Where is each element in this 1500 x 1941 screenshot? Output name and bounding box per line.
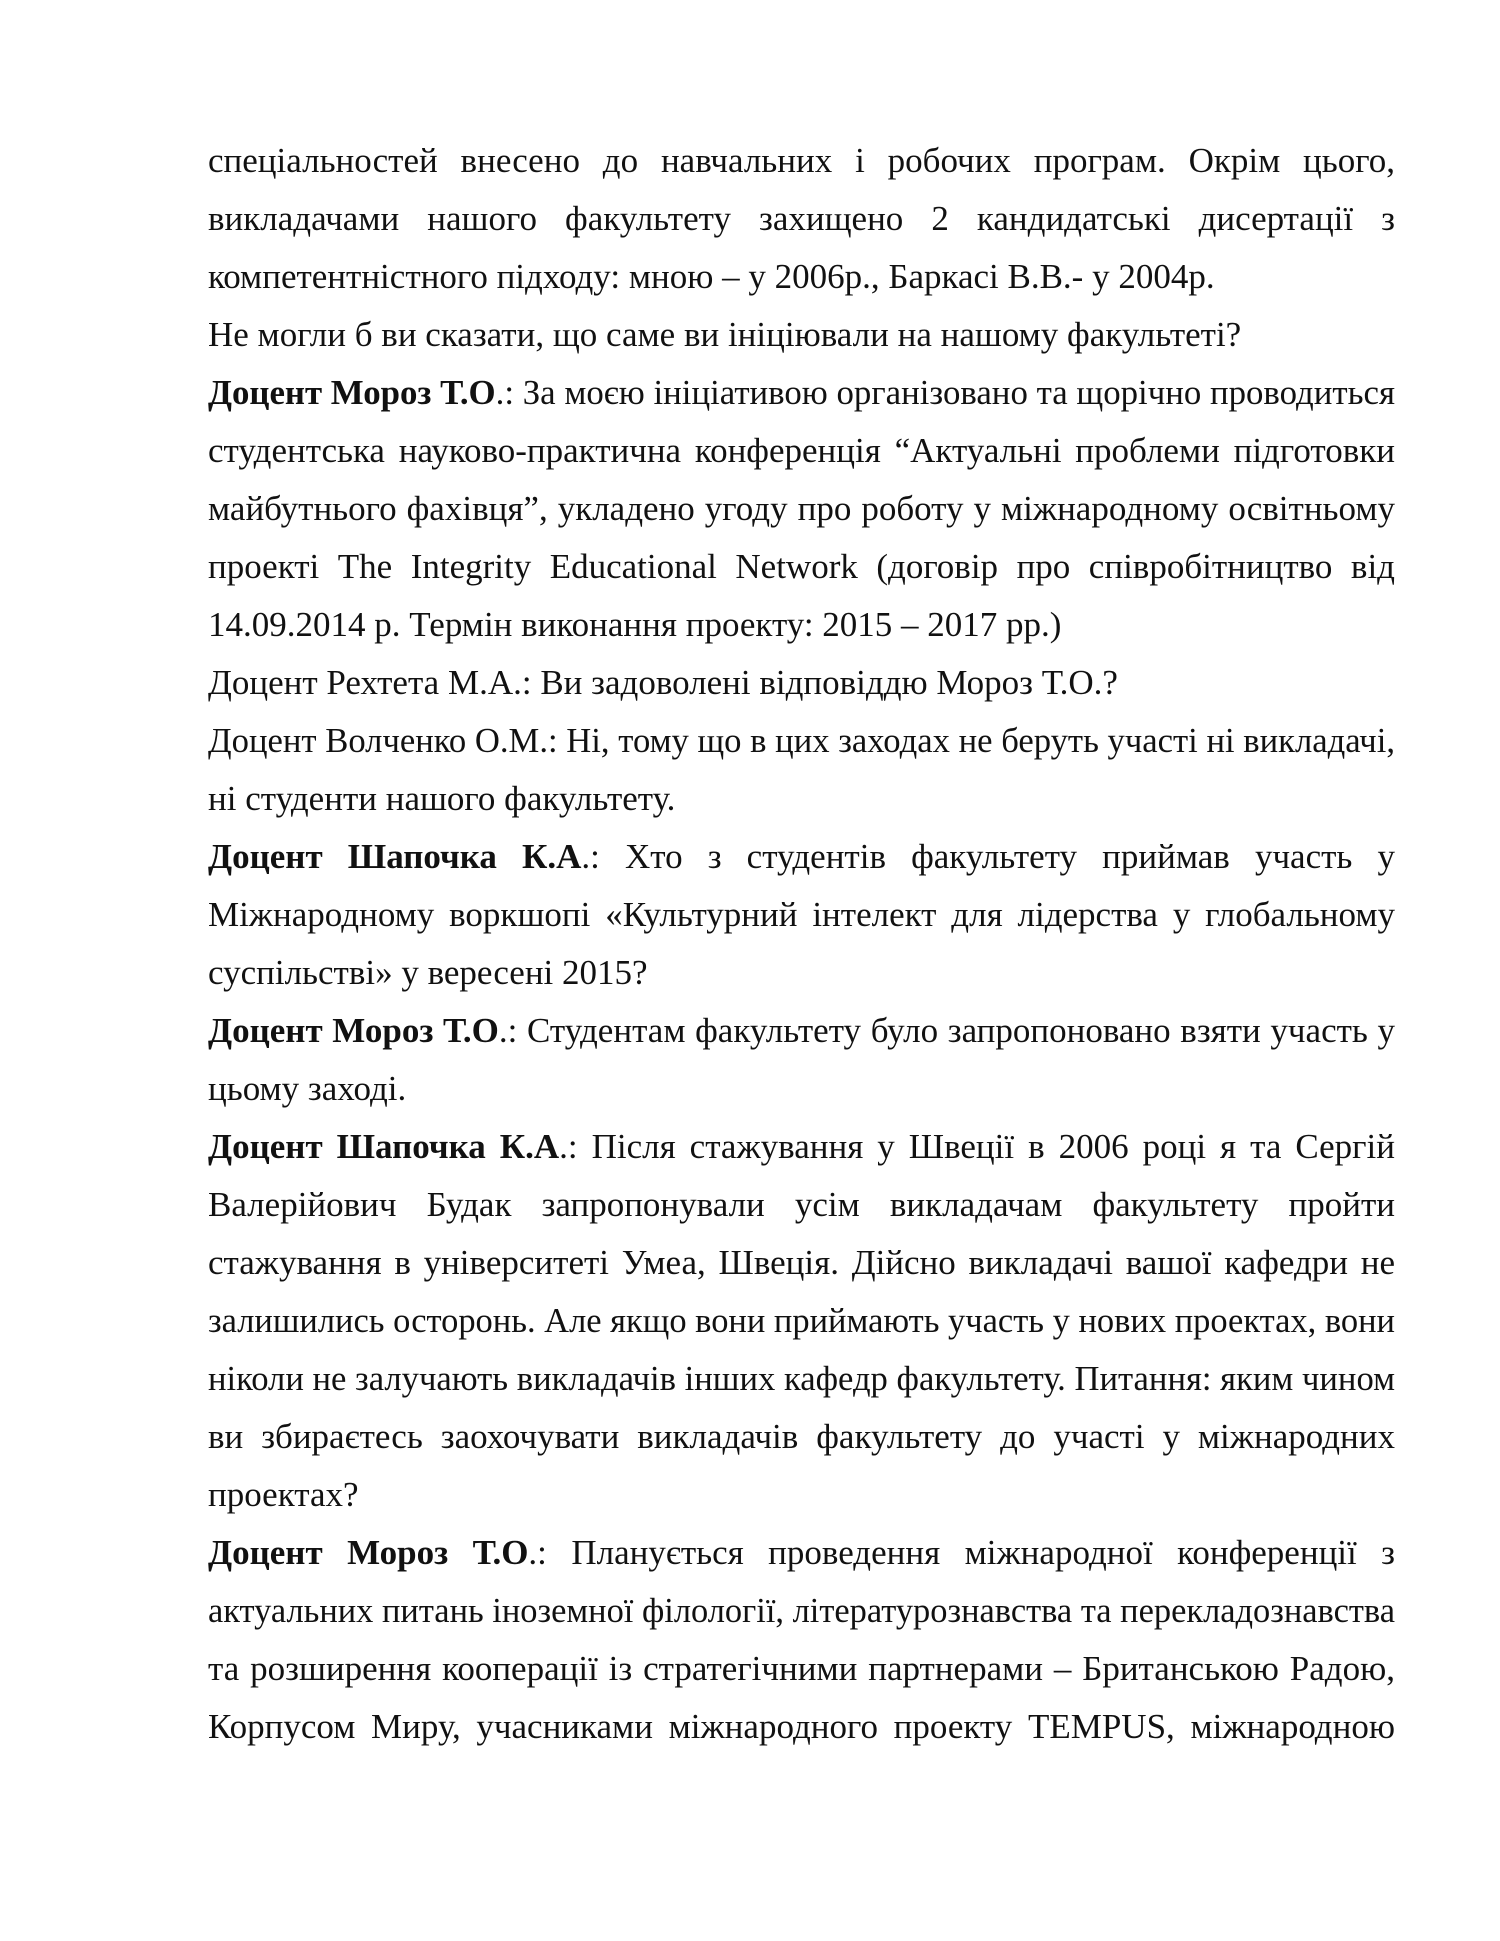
line-text: актуальних питань іноземної філології, літературознавства та перекладознавства <box>208 1591 1395 1630</box>
text-line <box>208 194 1395 252</box>
text-line <box>208 252 1395 310</box>
text-line <box>208 1586 1395 1644</box>
text-line <box>208 1412 1395 1470</box>
line-text: Корпусом Миру, учасниками міжнародного проекту TEMPUS, міжнародною <box>208 1707 1395 1746</box>
line-text: майбутнього фахівця”, укладено угоду про роботу у міжнародному освітньому <box>208 489 1395 528</box>
line-text: Валерійович Будак запропонували усім викладачам факультету пройти <box>208 1185 1395 1224</box>
line-text: студентська науково-практична конференція “Актуальні проблеми підготовки <box>208 431 1395 470</box>
speaker-name: Доцент Шапочка К.А <box>208 837 582 876</box>
line-text: ви збираєтесь заохочувати викладачів факультету до участі у міжнародних <box>208 1417 1395 1456</box>
line-text: викладачами нашого факультету захищено 2 кандидатські дисертації з <box>208 199 1395 238</box>
line-text: проектах? <box>208 1475 359 1514</box>
text-line <box>208 1644 1395 1702</box>
text-line <box>208 658 1395 716</box>
text-line <box>208 832 1395 890</box>
line-text: ніколи не залучають викладачів інших кафедр факультету. Питання: яким чином <box>208 1359 1395 1398</box>
text-line <box>208 774 1395 832</box>
text-line <box>208 484 1395 542</box>
line-text: .: Планується проведення міжнародної конференції з <box>528 1533 1395 1572</box>
text-line <box>208 1702 1395 1760</box>
line-text: ні студенти нашого факультету. <box>208 779 676 818</box>
line-text: .: Студентам факультету було запропоновано взяти участь у <box>498 1011 1395 1050</box>
line-text: залишились осторонь. Але якщо вони приймають участь у нових проектах, вони <box>208 1301 1395 1340</box>
text-line <box>208 136 1395 194</box>
text-line <box>208 948 1395 1006</box>
text-line <box>208 1470 1395 1528</box>
line-text: .: Після стажування у Швеції в 2006 році я та Сергій <box>559 1127 1395 1166</box>
text-line <box>208 716 1395 774</box>
line-text: Доцент Рехтета М.А.: Ви задоволені відповіддю Мороз Т.О.? <box>208 663 1118 702</box>
text-line <box>208 600 1395 658</box>
text-line <box>208 542 1395 600</box>
text-line <box>208 890 1395 948</box>
document-body <box>208 136 1395 1760</box>
text-line <box>208 310 1395 368</box>
line-text: Міжнародному воркшопі «Культурний інтелект для лідерства у глобальному <box>208 895 1395 934</box>
text-line <box>208 426 1395 484</box>
text-line <box>208 1354 1395 1412</box>
text-line <box>208 1064 1395 1122</box>
text-line <box>208 1528 1395 1586</box>
speaker-name: Доцент Мороз Т.О <box>208 1011 499 1050</box>
speaker-name: Доцент Мороз Т.О <box>208 373 496 412</box>
text-line <box>208 1296 1395 1354</box>
line-text: суспільстві» у вересені 2015? <box>208 953 648 992</box>
speaker-name: Доцент Мороз Т.О <box>208 1533 529 1572</box>
text-line <box>208 368 1395 426</box>
line-text: .: Хто з студентів факультету приймав участь у <box>581 837 1395 876</box>
line-text: цьому заході. <box>208 1069 407 1108</box>
line-text: .: За моєю ініціативою організовано та щорічно проводиться <box>495 373 1395 412</box>
speaker-name: Доцент Шапочка К.А <box>208 1127 560 1166</box>
line-text: 14.09.2014 р. Термін виконання проекту: 2015 – 2017 рр.) <box>208 605 1062 644</box>
line-text: та розширення кооперації із стратегічними партнерами – Британською Радою, <box>208 1649 1395 1688</box>
line-text: Не могли б ви сказати, що саме ви ініціювали на нашому факультеті? <box>208 315 1242 354</box>
line-text: Доцент Волченко О.М.: Ні, тому що в цих заходах не беруть участі ні викладачі, <box>208 721 1395 760</box>
text-line <box>208 1180 1395 1238</box>
line-text: компетентністного підходу: мною – у 2006р., Баркасі В.В.- у 2004р. <box>208 257 1215 296</box>
line-text: стажування в університеті Умеа, Швеція. Дійсно викладачі вашої кафедри не <box>208 1243 1395 1282</box>
line-text: проекті The Integrity Educational Network (договір про співробітництво від <box>208 547 1395 586</box>
text-line <box>208 1006 1395 1064</box>
line-text: спеціальностей внесено до навчальних і робочих програм. Окрім цього, <box>208 141 1395 180</box>
text-line <box>208 1122 1395 1180</box>
text-line <box>208 1238 1395 1296</box>
